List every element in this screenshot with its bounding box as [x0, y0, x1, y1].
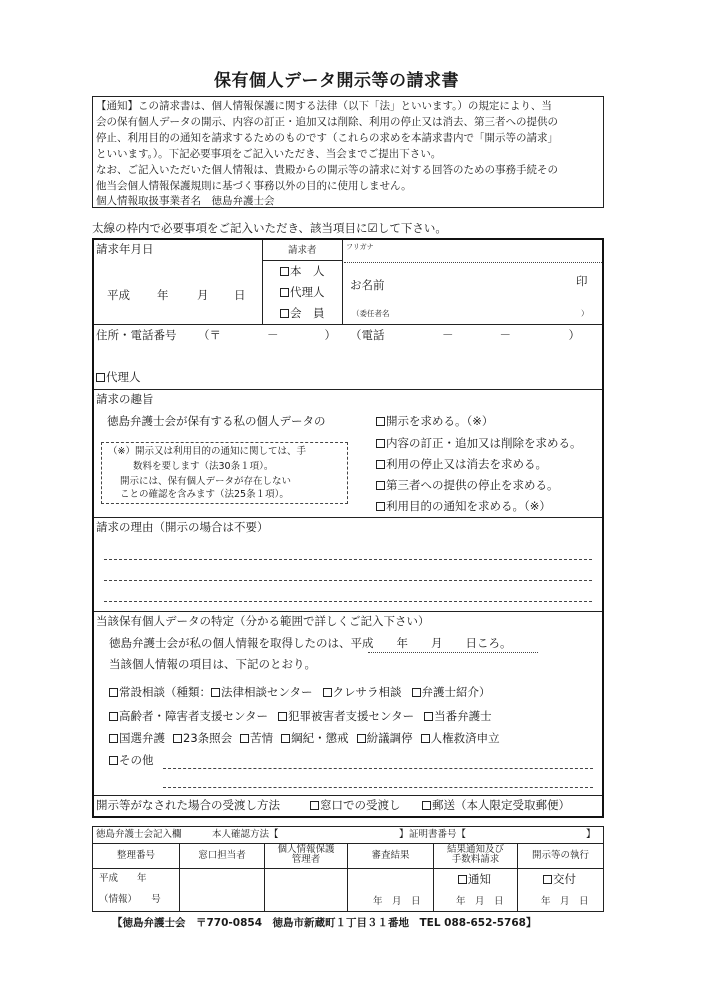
reason-input-line[interactable] — [104, 559, 592, 560]
notice-line: 【通知】この請求書は、個人情報保護に関する法律（以下「法」といいます。）の規定により、当 — [96, 100, 552, 112]
fee-note-line: ことの確認を含みます（法25条１項）。 — [120, 489, 289, 500]
footer-address: 【徳島弁護士会 〒770-0854 徳島市新蔵町１丁目３１番地 TEL 088-652-5768】 — [112, 917, 537, 929]
fee-note-line: 開示には、保有個人データが存在しない — [120, 476, 292, 487]
item-lawyer-referral[interactable]: 弁護士紹介） — [412, 685, 491, 699]
checkbox[interactable] — [310, 801, 319, 810]
header-result-notify: 結果通知及び 手数料請求 — [446, 844, 504, 865]
checkbox[interactable] — [376, 417, 385, 426]
request-date-day: 日 — [234, 288, 246, 302]
address-proxy-option[interactable]: 代理人 — [96, 372, 141, 384]
delivery-label: 開示等がなされた場合の受渡し方法 — [96, 798, 280, 812]
checkbox[interactable] — [424, 712, 433, 721]
name-label: お名前 — [350, 278, 385, 292]
specification-date-line: 徳島弁護士会が私の個人情報を取得したのは、平成 年 月 日ころ。 — [109, 636, 512, 650]
result-date: 年 月 日 — [456, 896, 504, 907]
notice-line: といいます。）。下記必要事項をご記入いただき、当会までご提出下さい。 — [96, 148, 442, 160]
seal-mark: 印 — [576, 274, 588, 288]
office-use-label: 徳島弁護士会記入欄 — [96, 829, 182, 840]
review-date: 年 月 日 — [373, 896, 421, 907]
item-discipline[interactable]: 綱紀・懲戒 — [281, 731, 349, 745]
other-input-line[interactable] — [163, 787, 593, 788]
checkbox[interactable] — [109, 712, 118, 721]
notice-line: なお、ご記入いただいた個人情報は、貴殿からの開示等の請求に対する回答のための事務手続その — [96, 164, 558, 176]
item-elderly-support[interactable]: 高齢者・障害者支援センター — [109, 709, 268, 723]
purpose-option-disclose[interactable]: 開示を求める。（※） — [376, 416, 493, 428]
instruction-text: 太線の枠内で必要事項をご記入いただき、該当項目に☑して下さい。 — [92, 221, 447, 235]
item-row-2 — [109, 711, 502, 723]
item-court-appointed[interactable]: 国選弁護 — [109, 731, 165, 745]
header-execution: 開示等の執行 — [531, 850, 589, 861]
checkbox[interactable] — [211, 688, 220, 697]
request-date-era: 平成 — [107, 288, 130, 302]
checkbox[interactable] — [281, 734, 290, 743]
request-date-label: 請求年月日 — [96, 242, 154, 256]
checkbox[interactable] — [96, 373, 105, 382]
item-complaint[interactable]: 苦情 — [240, 731, 273, 745]
purpose-option-correct[interactable]: 内容の訂正・追加又は削除を求める。 — [376, 438, 582, 450]
delivery-mail-option[interactable]: 郵送（本人限定受取郵便） — [422, 800, 570, 812]
cert-no-close: 】 — [586, 829, 596, 840]
reason-input-line[interactable] — [104, 580, 592, 581]
checkbox[interactable] — [280, 288, 289, 297]
execution-date: 年 月 日 — [541, 896, 589, 907]
office-era: 平成 年 — [99, 873, 147, 884]
header-staff: 窓口担当者 — [198, 850, 246, 861]
checkbox[interactable] — [412, 688, 421, 697]
purpose-label: 請求の趣旨 — [96, 392, 154, 406]
notify-option[interactable]: 通知 — [458, 874, 491, 886]
purpose-option-third-party[interactable]: 第三者への提供の停止を求める。 — [376, 480, 559, 492]
item-row-3 — [109, 733, 500, 745]
checkbox[interactable] — [323, 688, 332, 697]
purpose-option-stop[interactable]: 利用の停止又は消去を求める。 — [376, 459, 547, 471]
checkbox[interactable] — [278, 712, 287, 721]
proxy-name-label: （委任者名 — [352, 309, 390, 318]
fee-note-line: （※）開示又は利用目的の通知に関しては、手 — [108, 446, 306, 457]
item-row-4 — [109, 755, 154, 767]
header-ref-no: 整理番号 — [116, 850, 155, 861]
item-duty-lawyer[interactable]: 当番弁護士 — [424, 709, 492, 723]
postal-code-field[interactable]: （〒 － ） — [198, 328, 336, 342]
request-date-year: 年 — [157, 288, 169, 302]
id-method-label: 本人確認方法【 — [212, 829, 279, 840]
item-victim-support[interactable]: 犯罪被害者支援センター — [278, 709, 414, 723]
item-row-1 — [109, 687, 501, 699]
item-legal-consultation[interactable]: 法律相談センター — [211, 685, 313, 699]
delivery-counter-option[interactable]: 窓口での受渡し — [310, 800, 401, 812]
item-regular-consultation[interactable]: 常設相談（種類： — [109, 685, 211, 699]
checkbox[interactable] — [173, 734, 182, 743]
checkbox[interactable] — [422, 801, 431, 810]
other-input-line[interactable] — [163, 768, 593, 769]
reason-label: 請求の理由（開示の場合は不要） — [96, 520, 269, 534]
requester-option-member[interactable]: 会 員 — [280, 308, 325, 320]
proxy-name-close: ） — [581, 309, 589, 318]
notice-box — [92, 96, 604, 208]
fee-note-line: 数料を要します（法30条１項）。 — [133, 461, 274, 472]
requester-option-self[interactable]: 本 人 — [280, 266, 325, 278]
checkbox[interactable] — [240, 734, 249, 743]
purpose-lead: 徳島弁護士会が保有する私の個人データの — [107, 414, 326, 428]
reason-input-line[interactable] — [104, 601, 592, 602]
checkbox[interactable] — [109, 688, 118, 697]
page-title: 保有個人データ開示等の請求書 — [214, 71, 459, 91]
item-article23[interactable]: 23条照会 — [173, 731, 232, 745]
checkbox[interactable] — [543, 875, 552, 884]
checkbox[interactable] — [280, 267, 289, 276]
header-review: 審査結果 — [371, 850, 410, 861]
checkbox[interactable] — [109, 756, 118, 765]
cert-no-label: 証明書番号【 — [409, 829, 467, 840]
checkbox[interactable] — [458, 875, 467, 884]
specification-label: 当該保有個人データの特定（分かる範囲で詳しくご記入下さい） — [96, 614, 430, 628]
item-debt-consultation[interactable]: クレサラ相談 — [323, 685, 402, 699]
header-privacy-manager: 個人情報保護 管理者 — [277, 844, 335, 865]
notice-line: 他当会個人情報保護規則に基づく事務以外の目的に使用しません。 — [96, 180, 412, 192]
request-date-month: 月 — [197, 288, 209, 302]
delivery-execution-option[interactable]: 交付 — [543, 874, 576, 886]
item-dispute-mediation[interactable]: 紛議調停 — [357, 731, 413, 745]
checkbox[interactable] — [376, 502, 385, 511]
checkbox[interactable] — [109, 734, 118, 743]
checkbox[interactable] — [280, 309, 289, 318]
office-info-no: （情報） 号 — [99, 894, 161, 905]
address-label: 住所・電話番号 — [96, 328, 177, 342]
specification-items-intro: 当該個人情報の項目は、下記のとおり。 — [109, 657, 316, 671]
notice-line: 個人情報取扱事業者名 徳島弁護士会 — [96, 195, 275, 207]
checkbox[interactable] — [421, 734, 430, 743]
phone-field[interactable]: （電話 － － ） — [350, 328, 580, 342]
notice-line: 会の保有個人データの開示、内容の訂正・追加又は削除、利用の停止又は消去、第三者への提供の — [96, 116, 558, 128]
id-method-close: 】 — [399, 829, 409, 840]
checkbox[interactable] — [376, 481, 385, 490]
checkbox[interactable] — [376, 460, 385, 469]
requester-label: 請求者 — [288, 245, 317, 256]
notice-line: 停止、利用目的の通知を請求するためのものです（これらの求めを本請求書内で「開示等の請求」 — [96, 132, 558, 144]
requester-option-proxy[interactable]: 代理人 — [280, 287, 325, 299]
item-other[interactable]: その他 — [109, 753, 154, 767]
item-human-rights[interactable]: 人権救済申立 — [421, 731, 500, 745]
purpose-option-notify[interactable]: 利用目的の通知を求める。（※） — [376, 501, 551, 513]
checkbox[interactable] — [376, 439, 385, 448]
checkbox[interactable] — [357, 734, 366, 743]
furigana-label: フリガナ — [346, 243, 374, 251]
